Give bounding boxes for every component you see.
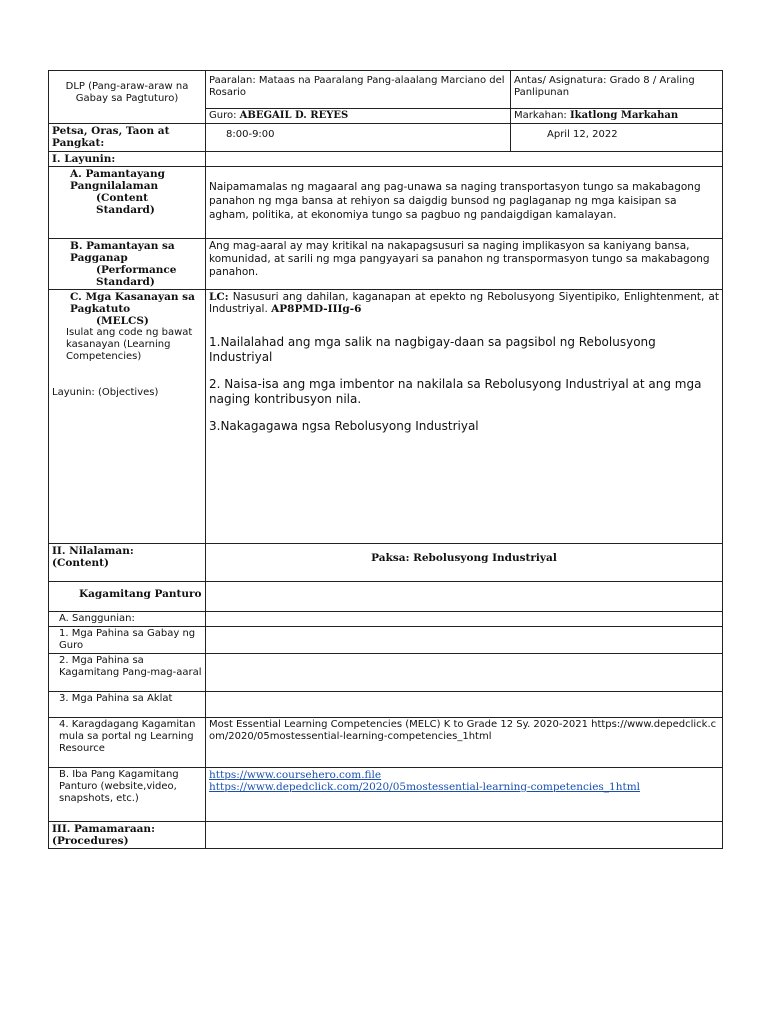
teacher-guide-empty	[206, 627, 723, 654]
schedule-row	[49, 124, 723, 152]
references-label: A. Sanggunian:	[49, 612, 206, 627]
content-standard-row	[49, 167, 723, 239]
content-label	[49, 544, 206, 582]
references-row	[49, 612, 723, 627]
schedule-time: 8:00-9:00	[206, 124, 511, 152]
dlp-title: DLP (Pang-araw-araw na Gabay sa Pagtuturo)	[49, 71, 206, 124]
topic: Paksa: Rebolusyong Industriyal	[206, 544, 723, 582]
grade-subject: Antas/ Asignatura: Grado 8 / Araling Panlipunan	[511, 71, 723, 109]
quarter-name: Ikatlong Markahan	[569, 110, 679, 121]
lr-portal-label: 4. Karagdagang Kagamitan mula sa portal ng Learning Resource	[49, 718, 206, 768]
depedclick-link[interactable]: https://www.depedclick.com/2020/05mostessential-learning-competencies_1html	[209, 781, 641, 793]
content-label-b: (Content)	[52, 557, 109, 569]
competencies-label	[49, 290, 206, 544]
content-standard-label-a: A. Pamantayang Pangnilalaman	[70, 168, 165, 192]
schedule-date: April 12, 2022	[511, 124, 723, 152]
learner-materials-row	[49, 654, 723, 692]
lr-portal-text: Most Essential Learning Competencies (MELC) K to Grade 12 Sy. 2020-2021 https://www.depedclick.com/2020/05mostessential-learning-competencies_1html	[206, 718, 723, 768]
textbook-row	[49, 692, 723, 718]
other-materials-links	[206, 768, 723, 822]
procedures-label	[49, 822, 206, 849]
content-label-a: II. Nilalaman:	[52, 545, 134, 557]
competencies-label-a: C. Mga Kasanayan sa Pagkatuto	[70, 291, 195, 315]
teacher-guide-label: 1. Mga Pahina sa Gabay ng Guro	[49, 627, 206, 654]
lc-text: Nasusuri ang dahilan, kaganapan at epekto ng Rebolusyong Siyentipiko, Enlightenment, at Industriyal.	[209, 291, 719, 315]
procedures-row	[49, 822, 723, 849]
objectives-label: Layunin: (Objectives)	[52, 387, 159, 398]
school-name: Paaralan: Mataas na Paaralang Pang-alaalang Marciano del Rosario	[206, 71, 511, 109]
procedures-label-b: (Procedures)	[52, 835, 129, 847]
performance-standard-text: Ang mag-aaral ay may kritikal na nakapagsusuri sa naging implikasyon sa kaniyang bansa, komunidad, at sarili ng mga pangyayari sa panahon ng transpormasyon tungo sa makabagong panahon.	[206, 239, 723, 290]
lesson-plan-document	[48, 70, 722, 849]
lr-portal-row	[49, 718, 723, 768]
quarter-cell	[511, 109, 723, 124]
content-standard-text: Naipamamalas ng magaaral ang pag-unawa sa naging transportasyon tungo sa makabagong panahon ng mga bansa at rehiyon sa daigdig bunsod ng paglaganap ng mga kaisipan sa agham, politika, at ekonomiya tungo sa pagbuo ng pandaigdigan kamalayan.	[206, 167, 723, 239]
objective-2: 2. Naisa-isa ang mga imbentor na nakilala sa Rebolusyong Industriyal at ang mga naging kontribusyon nila.	[209, 377, 702, 406]
competencies-row	[49, 290, 723, 544]
coursehero-link[interactable]: https://www.coursehero.com.file	[209, 769, 382, 781]
competencies-label-b: (MELCS)	[96, 315, 149, 327]
procedures-empty	[206, 822, 723, 849]
teacher-name: ABEGAIL D. REYES	[239, 110, 349, 121]
content-standard-label-b: (Content Standard)	[96, 192, 155, 216]
lc-statement	[209, 291, 719, 315]
performance-standard-label	[49, 239, 206, 290]
materials-label: Kagamitang Panturo	[49, 582, 206, 612]
performance-standard-label-b: (Performance Standard)	[96, 264, 177, 288]
textbook-empty	[206, 692, 723, 718]
materials-row	[49, 582, 723, 612]
competencies-content	[206, 290, 723, 544]
objective-3: 3.Nakagagawa ngsa Rebolusyong Industriyal	[209, 419, 479, 433]
teacher-prefix: Guro:	[209, 110, 240, 121]
learner-materials-empty	[206, 654, 723, 692]
layunin-label: I. Layunin:	[49, 152, 206, 167]
layunin-row	[49, 152, 723, 167]
header-row	[49, 71, 723, 109]
quarter-prefix: Markahan:	[514, 110, 570, 121]
lc-prefix: LC:	[209, 291, 229, 303]
layunin-empty	[206, 152, 723, 167]
schedule-label: Petsa, Oras, Taon at Pangkat:	[49, 124, 206, 152]
textbook-label: 3. Mga Pahina sa Aklat	[49, 692, 206, 718]
competencies-label-c: Isulat ang code ng bawat kasanayan (Learning Competencies)	[66, 327, 193, 362]
performance-standard-label-a: B. Pamantayan sa Pagganap	[70, 240, 175, 264]
materials-empty	[206, 582, 723, 612]
teacher-guide-row	[49, 627, 723, 654]
other-materials-row	[49, 768, 723, 822]
learner-materials-label: 2. Mga Pahina sa Kagamitang Pang-mag-aaral	[49, 654, 206, 692]
references-empty	[206, 612, 723, 627]
other-materials-label: B. Iba Pang Kagamitang Panturo (website,video, snapshots, etc.)	[49, 768, 206, 822]
objective-1: 1.Nailalahad ang mga salik na nagbigay-daan sa pagsibol ng Rebolusyong Industriyal	[209, 335, 656, 364]
content-standard-label	[49, 167, 206, 239]
content-row	[49, 544, 723, 582]
procedures-label-a: III. Pamamaraan:	[52, 823, 155, 835]
teacher-cell	[206, 109, 511, 124]
lc-code: AP8PMD-IIIg-6	[271, 303, 362, 315]
lesson-plan-table	[48, 70, 723, 849]
performance-standard-row	[49, 239, 723, 290]
